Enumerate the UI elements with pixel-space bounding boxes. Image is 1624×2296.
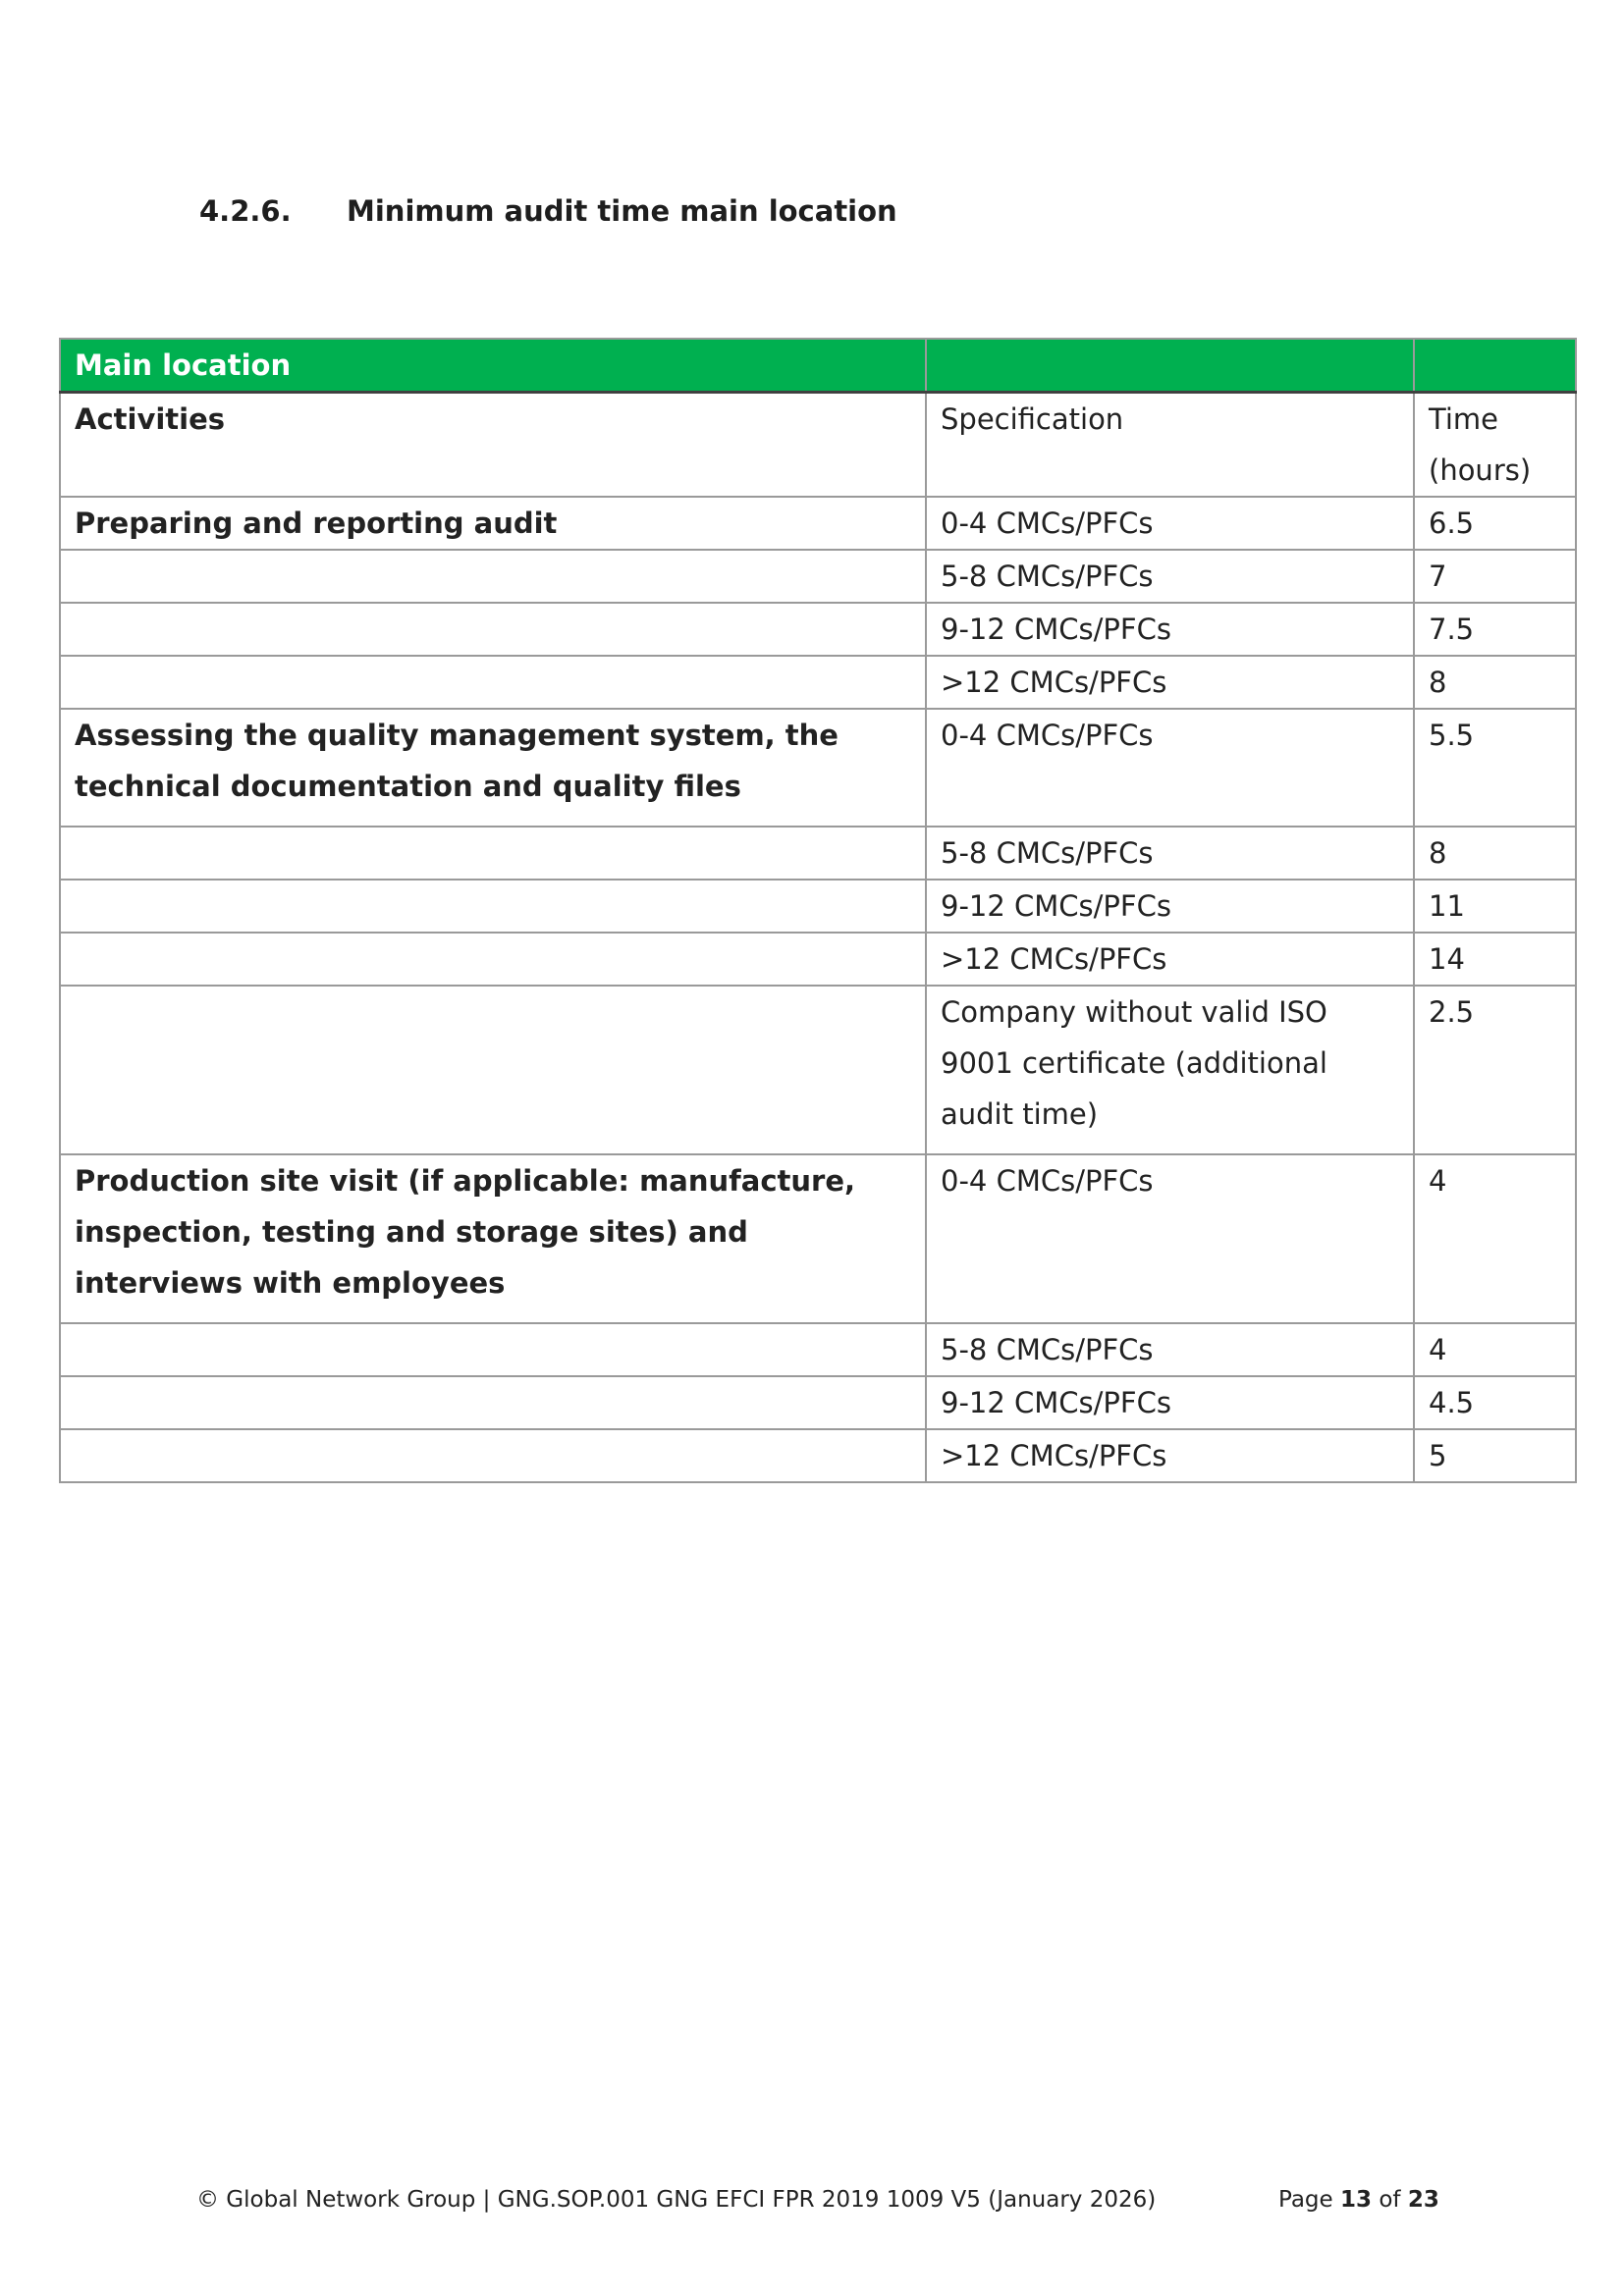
table-row — [60, 656, 1576, 709]
table-row — [60, 1323, 1576, 1376]
time-cell: 5 — [1414, 1429, 1576, 1482]
specification-cell: 9-12 CMCs/PFCs — [926, 880, 1414, 933]
specification-cell: 0-4 CMCs/PFCs — [926, 709, 1414, 827]
table-row — [60, 497, 1576, 550]
table-row — [60, 709, 1576, 827]
column-header-specification: Specification — [926, 393, 1414, 498]
activity-cell — [60, 1429, 926, 1482]
page-total: 23 — [1407, 2187, 1439, 2213]
specification-cell: >12 CMCs/PFCs — [926, 656, 1414, 709]
table-row — [60, 1376, 1576, 1429]
table-row — [60, 933, 1576, 986]
activity-cell: Production site visit (if applicable: manufacture, inspection, testing and storage sites) and interviews with employees — [60, 1154, 926, 1323]
specification-cell: 5-8 CMCs/PFCs — [926, 827, 1414, 880]
page-label: Page — [1278, 2187, 1333, 2213]
column-header-time: Time (hours) — [1414, 393, 1576, 498]
table-title-row — [60, 339, 1576, 393]
table-row — [60, 986, 1576, 1154]
activity-cell — [60, 933, 926, 986]
activity-cell — [60, 656, 926, 709]
table-row — [60, 550, 1576, 603]
time-cell: 4 — [1414, 1154, 1576, 1323]
time-cell: 8 — [1414, 827, 1576, 880]
footer-document-info: © Global Network Group | GNG.SOP.001 GNG EFCI FPR 2019 1009 V5 (January 2026) — [196, 2187, 1157, 2213]
specification-cell: 0-4 CMCs/PFCs — [926, 497, 1414, 550]
time-cell: 11 — [1414, 880, 1576, 933]
specification-cell: >12 CMCs/PFCs — [926, 933, 1414, 986]
time-cell: 6.5 — [1414, 497, 1576, 550]
time-cell: 5.5 — [1414, 709, 1576, 827]
specification-cell: >12 CMCs/PFCs — [926, 1429, 1414, 1482]
table-row — [60, 1154, 1576, 1323]
time-cell: 4 — [1414, 1323, 1576, 1376]
activity-cell: Assessing the quality management system, the technical documentation and quality files — [60, 709, 926, 827]
table-title-empty-cell — [926, 339, 1414, 393]
table-row — [60, 880, 1576, 933]
specification-cell: 5-8 CMCs/PFCs — [926, 550, 1414, 603]
footer-page-number — [1278, 2187, 1439, 2213]
audit-time-table — [59, 338, 1577, 1483]
table-row — [60, 1429, 1576, 1482]
activity-cell — [60, 1376, 926, 1429]
specification-cell: 0-4 CMCs/PFCs — [926, 1154, 1414, 1323]
specification-cell: 9-12 CMCs/PFCs — [926, 1376, 1414, 1429]
section-heading — [199, 194, 897, 228]
specification-cell: 9-12 CMCs/PFCs — [926, 603, 1414, 656]
section-number: 4.2.6. — [199, 194, 292, 228]
activity-cell — [60, 880, 926, 933]
activity-cell — [60, 1323, 926, 1376]
table-title-empty-cell — [1414, 339, 1576, 393]
page-current: 13 — [1340, 2187, 1373, 2213]
specification-cell: 5-8 CMCs/PFCs — [926, 1323, 1414, 1376]
activity-cell — [60, 550, 926, 603]
time-cell: 7 — [1414, 550, 1576, 603]
time-cell: 2.5 — [1414, 986, 1576, 1154]
time-cell: 4.5 — [1414, 1376, 1576, 1429]
activity-cell: Preparing and reporting audit — [60, 497, 926, 550]
page-of: of — [1379, 2187, 1401, 2213]
time-cell: 7.5 — [1414, 603, 1576, 656]
time-cell: 14 — [1414, 933, 1576, 986]
column-header-row — [60, 393, 1576, 498]
table-title: Main location — [60, 339, 926, 393]
activity-cell — [60, 986, 926, 1154]
activity-cell — [60, 827, 926, 880]
table-row — [60, 603, 1576, 656]
section-title: Minimum audit time main location — [347, 194, 897, 228]
activity-cell — [60, 603, 926, 656]
table-row — [60, 827, 1576, 880]
specification-cell: Company without valid ISO 9001 certificate (additional audit time) — [926, 986, 1414, 1154]
time-cell: 8 — [1414, 656, 1576, 709]
column-header-activities: Activities — [60, 393, 926, 498]
